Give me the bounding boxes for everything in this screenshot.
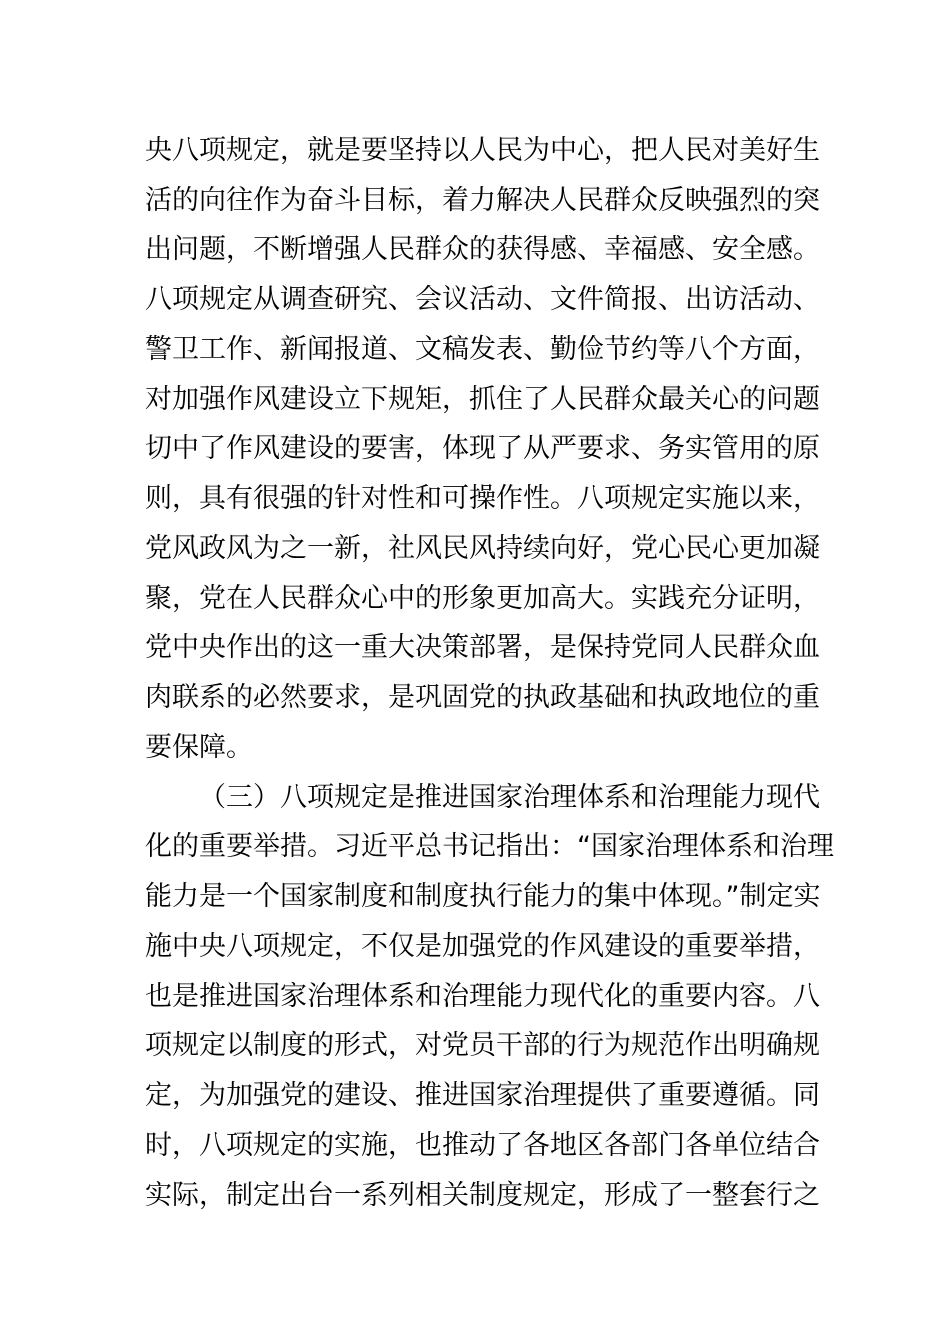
body-text-line: 实际，制定出台一系列相关制度规定，形成了一整套行之 <box>145 1180 820 1211</box>
body-text-line: 切中了作风建设的要害，体现了从严要求、务实管用的原 <box>145 433 820 464</box>
body-text-line: 党风政风为之一新，社风民风持续向好，党心民心更加凝 <box>145 533 820 564</box>
body-text-line: 要保障。 <box>145 732 253 763</box>
section-heading-line: （三）八项规定是推进国家治理体系和治理能力现代 <box>199 782 820 813</box>
body-text-line: 党中央作出的这一重大决策部署，是保持党同人民群众血 <box>145 632 820 663</box>
body-text-line: 时，八项规定的实施，也推动了各地区各部门各单位结合 <box>145 1130 820 1161</box>
body-text-line: 定，为加强党的建设、推进国家治理提供了重要遵循。同 <box>145 1080 820 1111</box>
body-text-line: 能力是一个国家制度和制度执行能力的集中体现。”制定实 <box>145 881 821 912</box>
body-text-line: 聚，党在人民群众心中的形象更加高大。实践充分证明， <box>145 583 820 614</box>
body-text-line: 对加强作风建设立下规矩，抓住了人民群众最关心的问题 <box>145 384 820 415</box>
body-text-line: 肉联系的必然要求，是巩固党的执政基础和执政地位的重 <box>145 682 820 713</box>
body-text-line: 则，具有很强的针对性和可操作性。八项规定实施以来， <box>145 483 820 514</box>
body-text-line: 项规定以制度的形式，对党员干部的行为规范作出明确规 <box>145 1030 820 1061</box>
body-text-line: 警卫工作、新闻报道、文稿发表、勤俭节约等八个方面， <box>145 334 820 365</box>
body-text-line: 化的重要举措。习近平总书记指出：“国家治理体系和治理 <box>145 831 834 862</box>
body-text-line: 也是推进国家治理体系和治理能力现代化的重要内容。八 <box>145 981 820 1012</box>
body-text-line: 央八项规定，就是要坚持以人民为中心，把人民对美好生 <box>145 135 820 166</box>
body-text-line: 出问题，不断增强人民群众的获得感、幸福感、安全感。 <box>145 234 820 265</box>
body-text-line: 活的向往作为奋斗目标，着力解决人民群众反映强烈的突 <box>145 185 820 216</box>
body-text-line: 施中央八项规定，不仅是加强党的作风建设的重要举措， <box>145 931 820 962</box>
body-text-line: 八项规定从调查研究、会议活动、文件简报、出访活动、 <box>145 284 820 315</box>
